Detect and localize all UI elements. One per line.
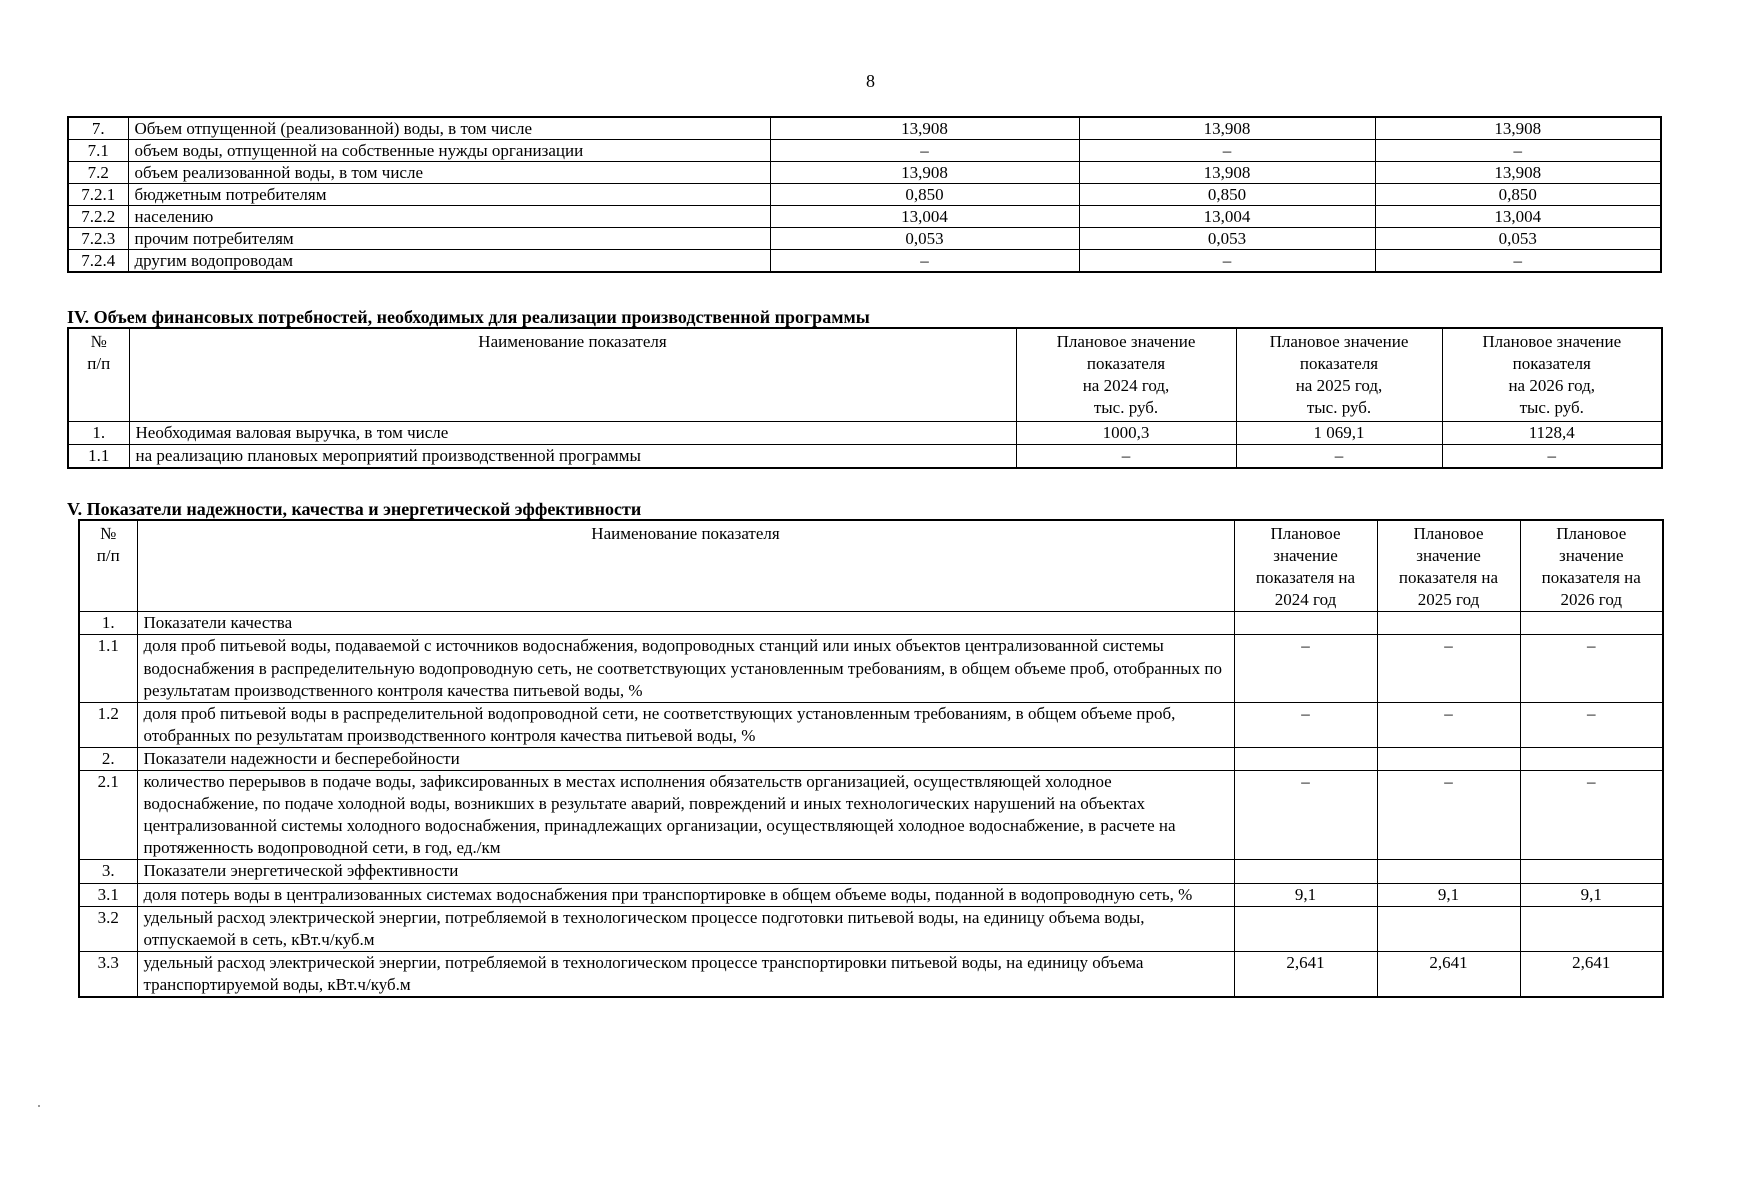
table-row [79, 747, 1663, 770]
volume-table-block [67, 116, 1662, 273]
row-value-2026: 9,1 [1520, 883, 1663, 906]
row-value-2025 [1377, 860, 1520, 883]
row-value-2026 [1520, 906, 1663, 951]
indicators-table [78, 519, 1664, 998]
table-row [68, 422, 1662, 445]
row-value-2025: 2,641 [1377, 951, 1520, 997]
table-row [68, 445, 1662, 469]
row-value-2025: 0,053 [1079, 228, 1375, 250]
table-row [79, 635, 1663, 702]
row-indicator-name: Показатели надежности и бесперебойности [137, 747, 1234, 770]
volume-table [67, 116, 1662, 273]
row-value-2026: – [1520, 702, 1663, 747]
row-number: 3. [79, 860, 137, 883]
row-value-2025: 1 069,1 [1236, 422, 1442, 445]
row-value-2024: – [770, 250, 1079, 273]
row-number: 1. [68, 422, 129, 445]
row-number: 7.2.1 [68, 184, 128, 206]
header-num: № п/п [79, 520, 137, 612]
section-5-title: V. Показатели надежности, качества и энергетической эффективности [67, 499, 642, 519]
row-value-2025: – [1079, 250, 1375, 273]
row-value-2026: – [1520, 771, 1663, 860]
row-value-2025: 13,908 [1079, 162, 1375, 184]
table-row [79, 906, 1663, 951]
row-indicator-name: доля проб питьевой воды, подаваемой с источников водоснабжения, водопроводных станций или иных объектов централизованной системы водоснабжения в распределительную водопроводную сеть, не соответствующих установленным требованиям, в общем объеме проб, отобранных по результатам производственного контроля качества питьевой воды, % [137, 635, 1234, 702]
row-indicator-name: другим водопроводам [128, 250, 770, 273]
row-value-2024 [1234, 747, 1377, 770]
row-value-2024: 0,053 [770, 228, 1079, 250]
row-indicator-name: Необходимая валовая выручка, в том числе [129, 422, 1016, 445]
page-number: 8 [866, 71, 875, 91]
row-value-2025: 13,004 [1079, 206, 1375, 228]
row-number: 7.1 [68, 140, 128, 162]
row-value-2026 [1520, 860, 1663, 883]
scan-artifact [38, 1105, 40, 1107]
row-value-2026: 13,004 [1375, 206, 1661, 228]
row-value-2025: 0,850 [1079, 184, 1375, 206]
row-value-2026 [1520, 612, 1663, 635]
row-value-2024 [1234, 860, 1377, 883]
row-indicator-name: объем воды, отпущенной на собственные нужды организации [128, 140, 770, 162]
row-indicator-name: удельный расход электрической энергии, потребляемой в технологическом процессе подготовки питьевой воды, на единицу объема воды, отпускаемой в сеть, кВт.ч/куб.м [137, 906, 1234, 951]
table-row [68, 250, 1661, 273]
row-number: 2. [79, 747, 137, 770]
indicators-table-header [79, 520, 1663, 612]
row-value-2024: 9,1 [1234, 883, 1377, 906]
row-number: 1.1 [68, 445, 129, 469]
row-indicator-name: доля проб питьевой воды в распределительной водопроводной сети, не соответствующих установленным требованиям, в общем объеме проб, отобранных по результатам производственного контроля качества питьевой воды, % [137, 702, 1234, 747]
table-row [68, 140, 1661, 162]
table-row [68, 162, 1661, 184]
row-value-2026: 0,053 [1375, 228, 1661, 250]
row-indicator-name: Показатели качества [137, 612, 1234, 635]
row-value-2025: 13,908 [1079, 117, 1375, 140]
row-value-2025 [1377, 747, 1520, 770]
table-row [68, 117, 1661, 140]
row-value-2024: 0,850 [770, 184, 1079, 206]
row-indicator-name: доля потерь воды в централизованных системах водоснабжения при транспортировке в общем объеме воды, поданной в водопроводную сеть, % [137, 883, 1234, 906]
row-number: 3.3 [79, 951, 137, 997]
row-value-2025 [1377, 612, 1520, 635]
row-value-2024: – [1234, 635, 1377, 702]
row-indicator-name: Объем отпущенной (реализованной) воды, в том числе [128, 117, 770, 140]
table-row [79, 883, 1663, 906]
row-indicator-name: населению [128, 206, 770, 228]
row-value-2024: – [1234, 702, 1377, 747]
row-value-2026: 13,908 [1375, 162, 1661, 184]
row-number: 7. [68, 117, 128, 140]
header-num: № п/п [68, 328, 129, 422]
row-indicator-name: удельный расход электрической энергии, потребляемой в технологическом процессе транспортировки питьевой воды, на единицу объема транспортируемой воды, кВт.ч/куб.м [137, 951, 1234, 997]
row-value-2024 [1234, 906, 1377, 951]
finance-table [67, 327, 1663, 469]
row-number: 7.2.3 [68, 228, 128, 250]
row-value-2026: 2,641 [1520, 951, 1663, 997]
row-value-2025: – [1236, 445, 1442, 469]
row-number: 1.1 [79, 635, 137, 702]
row-number: 1. [79, 612, 137, 635]
row-number: 7.2.4 [68, 250, 128, 273]
table-row [79, 771, 1663, 860]
table-row [79, 860, 1663, 883]
row-value-2026: – [1375, 140, 1661, 162]
row-value-2025: – [1377, 702, 1520, 747]
row-value-2024: – [1234, 771, 1377, 860]
table-row [68, 228, 1661, 250]
row-value-2026: 1128,4 [1442, 422, 1662, 445]
finance-table-header [68, 328, 1662, 422]
row-value-2024: 13,004 [770, 206, 1079, 228]
row-value-2025 [1377, 906, 1520, 951]
row-value-2024 [1234, 612, 1377, 635]
finance-table-block [67, 327, 1663, 469]
row-value-2026: – [1442, 445, 1662, 469]
row-indicator-name: на реализацию плановых мероприятий производственной программы [129, 445, 1016, 469]
header-2024: Плановое значение показателя на 2024 год [1234, 520, 1377, 612]
header-2026: Плановое значение показателя на 2026 год, тыс. руб. [1442, 328, 1662, 422]
row-value-2026 [1520, 747, 1663, 770]
row-indicator-name: количество перерывов в подаче воды, зафиксированных в местах исполнения обязательств организацией, осуществляющей холодное водоснабжение, по подаче холодной воды, возникших в результате аварий, повреждений и иных технологических нарушений на объектах централизованной системы холодного водоснабжения, принадлежащих организации, осуществляющей холодное водоснабжение, в расчете на протяженность водопроводной сети, в год, ед./км [137, 771, 1234, 860]
row-value-2026: – [1375, 250, 1661, 273]
table-row [68, 184, 1661, 206]
row-value-2026: 13,908 [1375, 117, 1661, 140]
row-value-2025: 9,1 [1377, 883, 1520, 906]
row-value-2026: – [1520, 635, 1663, 702]
row-indicator-name: Показатели энергетической эффективности [137, 860, 1234, 883]
header-2025: Плановое значение показателя на 2025 год [1377, 520, 1520, 612]
row-indicator-name: объем реализованной воды, в том числе [128, 162, 770, 184]
row-indicator-name: бюджетным потребителям [128, 184, 770, 206]
row-value-2024: – [1016, 445, 1236, 469]
row-number: 1.2 [79, 702, 137, 747]
row-value-2024: 13,908 [770, 117, 1079, 140]
row-number: 7.2.2 [68, 206, 128, 228]
row-value-2025: – [1079, 140, 1375, 162]
table-row [79, 951, 1663, 997]
row-value-2025: – [1377, 771, 1520, 860]
row-value-2025: – [1377, 635, 1520, 702]
section-4-title: IV. Объем финансовых потребностей, необходимых для реализации производственной программы [67, 307, 870, 327]
indicators-table-block [78, 519, 1664, 998]
header-2025: Плановое значение показателя на 2025 год, тыс. руб. [1236, 328, 1442, 422]
header-2024: Плановое значение показателя на 2024 год, тыс. руб. [1016, 328, 1236, 422]
row-value-2024: 2,641 [1234, 951, 1377, 997]
row-value-2024: 1000,3 [1016, 422, 1236, 445]
row-number: 2.1 [79, 771, 137, 860]
table-row [79, 702, 1663, 747]
header-2026: Плановое значение показателя на 2026 год [1520, 520, 1663, 612]
header-name: Наименование показателя [137, 520, 1234, 612]
row-number: 7.2 [68, 162, 128, 184]
header-name: Наименование показателя [129, 328, 1016, 422]
row-value-2024: – [770, 140, 1079, 162]
table-row [68, 206, 1661, 228]
row-value-2024: 13,908 [770, 162, 1079, 184]
row-indicator-name: прочим потребителям [128, 228, 770, 250]
row-number: 3.1 [79, 883, 137, 906]
table-row [79, 612, 1663, 635]
row-number: 3.2 [79, 906, 137, 951]
row-value-2026: 0,850 [1375, 184, 1661, 206]
